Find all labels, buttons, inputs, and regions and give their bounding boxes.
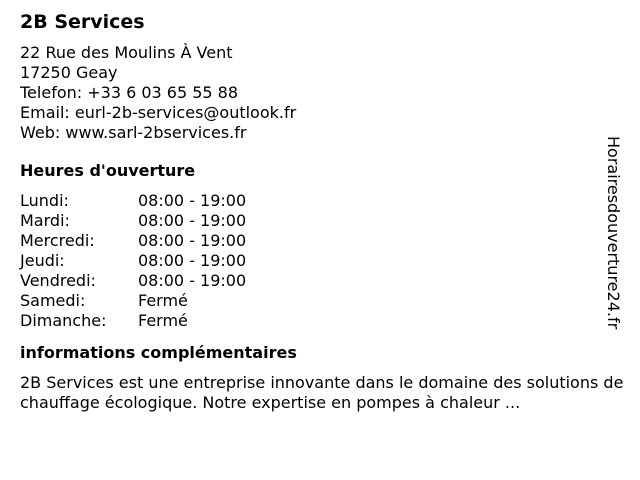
hours-row-sunday xyxy=(20,311,620,331)
hours-row-friday xyxy=(20,271,620,291)
business-description: 2B Services est une entreprise innovante dans le domaine des solutions de chauffage écologique. Notre expertise en pompes à chaleur ... xyxy=(20,373,624,412)
hours-row-tuesday xyxy=(20,211,620,231)
hours-row-monday xyxy=(20,191,620,211)
day-label: Mercredi: xyxy=(20,231,95,250)
business-card xyxy=(20,10,624,413)
email-line: Email: eurl-2b-services@outlook.fr xyxy=(20,103,297,122)
website-line: Web: www.sarl-2bservices.fr xyxy=(20,123,247,142)
day-label: Mardi: xyxy=(20,211,70,230)
day-label: Samedi: xyxy=(20,291,86,310)
business-name: 2B Services xyxy=(20,11,145,33)
watermark-text: Horairesdouverture24.fr xyxy=(604,136,623,330)
contact-block xyxy=(20,43,620,143)
time-value: 08:00 - 19:00 xyxy=(138,251,247,270)
additional-info-heading: informations complémentaires xyxy=(20,343,297,362)
day-label: Vendredi: xyxy=(20,271,96,290)
day-label: Dimanche: xyxy=(20,311,107,330)
hours-row-wednesday xyxy=(20,231,620,251)
time-value: 08:00 - 19:00 xyxy=(138,271,247,290)
hours-row-thursday xyxy=(20,251,620,271)
day-label: Jeudi: xyxy=(20,251,65,270)
opening-hours-table xyxy=(20,191,620,331)
time-value: Fermé xyxy=(138,291,188,310)
opening-hours-heading: Heures d'ouverture xyxy=(20,161,196,180)
time-value: 08:00 - 19:00 xyxy=(138,231,247,250)
hours-row-saturday xyxy=(20,291,620,311)
day-label: Lundi: xyxy=(20,191,69,210)
time-value: 08:00 - 19:00 xyxy=(138,211,247,230)
city-postal: 17250 Geay xyxy=(20,63,118,82)
time-value: Fermé xyxy=(138,311,188,330)
phone-line: Telefon: +33 6 03 65 55 88 xyxy=(20,83,239,102)
time-value: 08:00 - 19:00 xyxy=(138,191,247,210)
street-address: 22 Rue des Moulins À Vent xyxy=(20,43,233,62)
